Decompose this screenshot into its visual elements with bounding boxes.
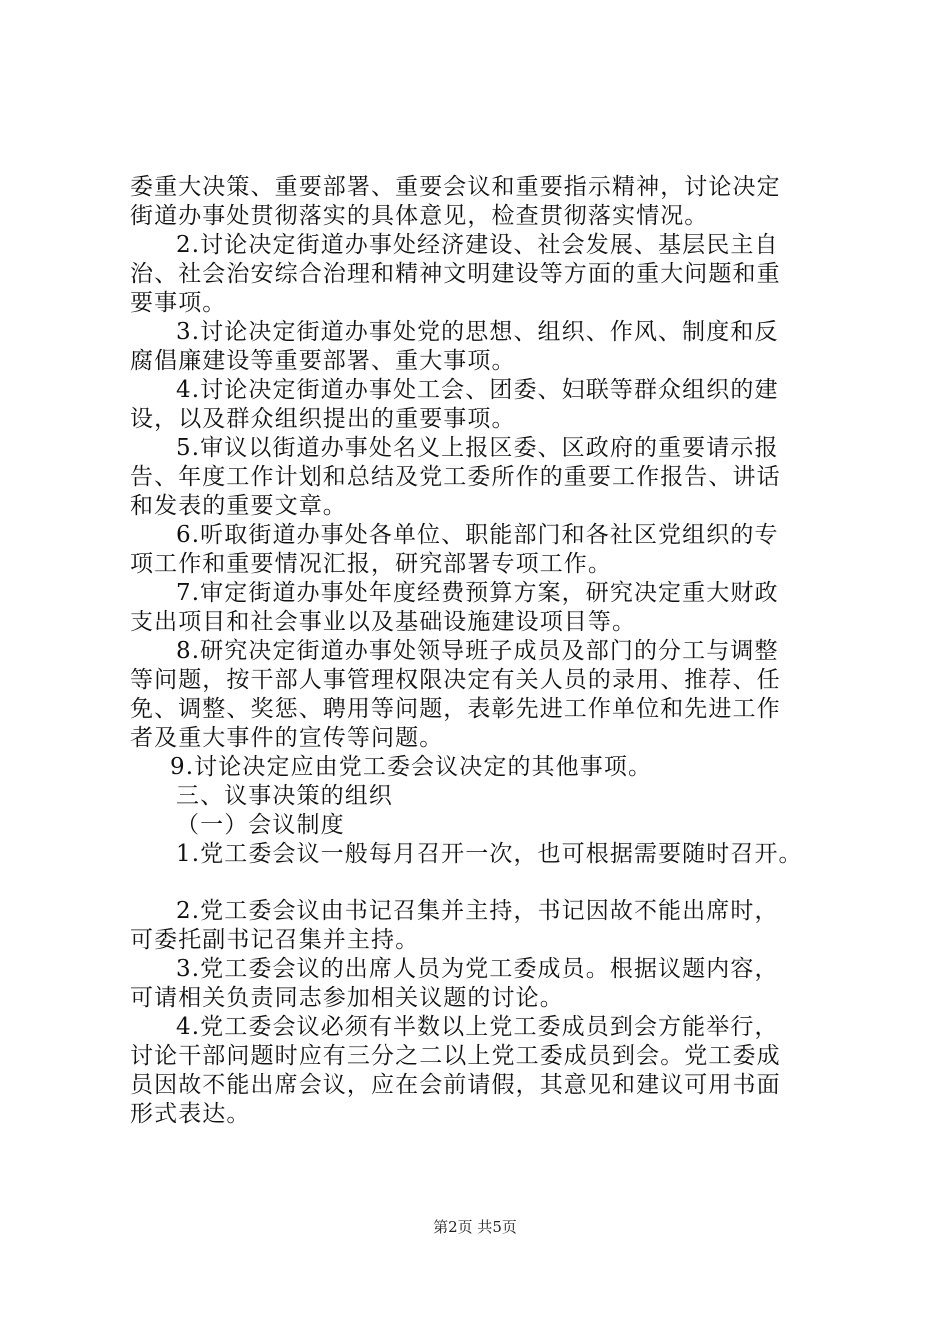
- text-line: 等问题，按干部人事管理权限决定有关人员的录用、推荐、任: [130, 667, 781, 693]
- rule-item-1: 1.党工委会议一般每月召开一次，也可根据需要随时召开。: [176, 841, 803, 867]
- list-item-4: 4.讨论决定街道办事处工会、团委、妇联等群众组织的建: [176, 377, 779, 403]
- text-line: 讨论干部问题时应有三分之二以上党工委成员到会。党工委成: [130, 1043, 781, 1069]
- text-line: 员因故不能出席会议，应在会前请假，其意见和建议可用书面: [130, 1072, 781, 1098]
- text-line: 免、调整、奖惩、聘用等问题，表彰先进工作单位和先进工作: [130, 696, 781, 722]
- paragraph-gap: [130, 869, 830, 897]
- text-line: 告、年度工作计划和总结及党工委所作的重要工作报告、讲话: [130, 464, 781, 490]
- rule-item-4: 4.党工委会议必须有半数以上党工委成员到会方能举行，: [176, 1014, 779, 1040]
- page-number: 第2页 共5页: [433, 1218, 517, 1236]
- text-line: 要事项。: [130, 290, 227, 316]
- text-line: 街道办事处贯彻落实的具体意见，检查贯彻落实情况。: [130, 203, 709, 229]
- list-item-7: 7.审定街道办事处年度经费预算方案，研究决定重大财政: [176, 580, 779, 606]
- text-line: 委重大决策、重要部署、重要会议和重要指示精神，讨论决定: [130, 174, 781, 200]
- page-footer: [0, 1218, 950, 1236]
- list-item-5: 5.审议以街道办事处名义上报区委、区政府的重要请示报: [176, 435, 779, 461]
- list-item-9: 9.讨论决定应由党工委会议决定的其他事项。: [170, 754, 653, 780]
- document-body: [130, 173, 830, 1129]
- list-item-2: 2.讨论决定街道办事处经济建设、社会发展、基层民主自: [176, 232, 779, 258]
- text-line: 形式表达。: [130, 1101, 251, 1127]
- text-line: 和发表的重要文章。: [130, 493, 347, 519]
- text-line: 设，以及群众组织提出的重要事项。: [130, 406, 516, 432]
- text-line: 治、社会治安综合治理和精神文明建设等方面的重大问题和重: [130, 261, 781, 287]
- subsection-heading: （一）会议制度: [176, 812, 345, 838]
- list-item-8: 8.研究决定街道办事处领导班子成员及部门的分工与调整: [176, 638, 779, 664]
- text-line: 者及重大事件的宣传等问题。: [130, 725, 444, 751]
- section-heading: 三、议事决策的组织: [176, 783, 393, 809]
- text-line: 腐倡廉建设等重要部署、重大事项。: [130, 348, 516, 374]
- text-line: 可委托副书记召集并主持。: [130, 927, 420, 953]
- list-item-3: 3.讨论决定街道办事处党的思想、组织、作风、制度和反: [176, 319, 779, 345]
- text-line: 可请相关负责同志参加相关议题的讨论。: [130, 985, 564, 1011]
- rule-item-2: 2.党工委会议由书记召集并主持，书记因故不能出席时，: [176, 898, 779, 924]
- rule-item-3: 3.党工委会议的出席人员为党工委成员。根据议题内容，: [176, 956, 779, 982]
- list-item-6: 6.听取街道办事处各单位、职能部门和各社区党组织的专: [176, 522, 779, 548]
- text-line: 项工作和重要情况汇报，研究部署专项工作。: [130, 551, 612, 577]
- text-line: 支出项目和社会事业以及基础设施建设项目等。: [130, 609, 637, 635]
